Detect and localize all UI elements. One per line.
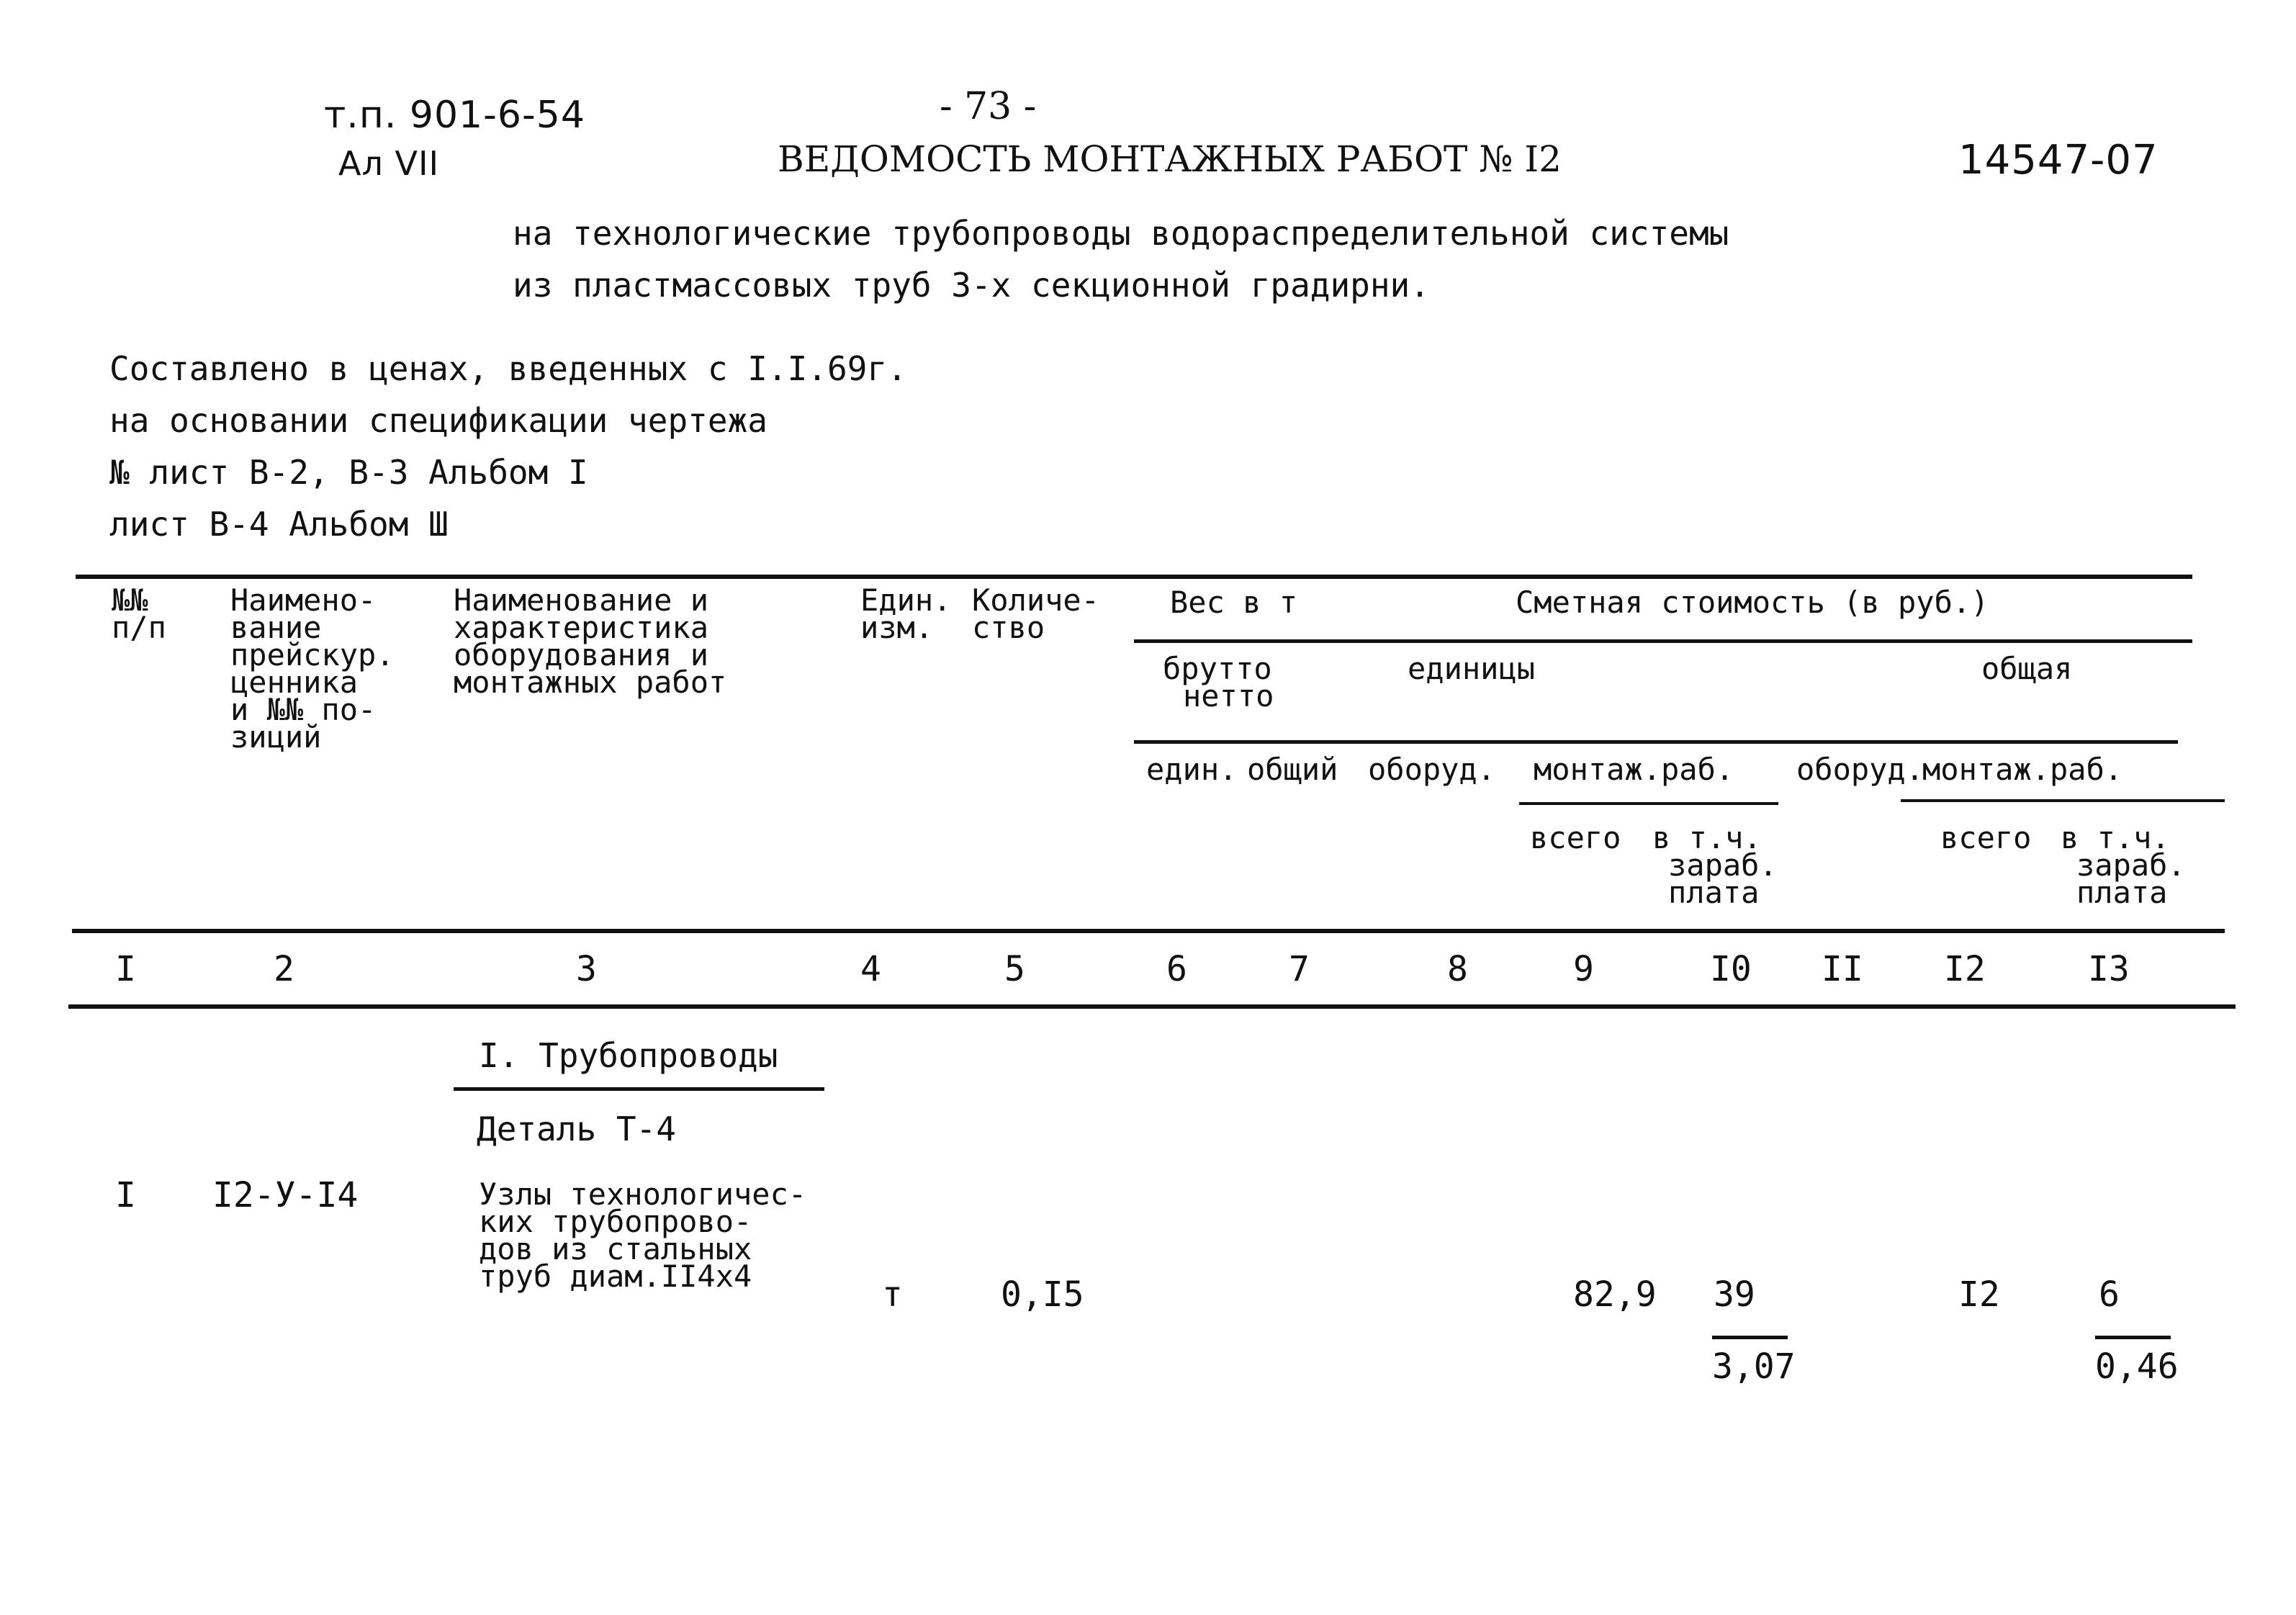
project-code: т.п. 901-6-54 bbox=[324, 94, 585, 137]
row-number: I bbox=[115, 1175, 136, 1215]
row-install-unit-wage-sub: 3,07 bbox=[1712, 1346, 1796, 1387]
header-install-unit: монтаж.раб. bbox=[1534, 752, 1734, 787]
row-install-unit-wage: 39 bbox=[1714, 1274, 1755, 1315]
column-number-11: II bbox=[1822, 949, 1863, 989]
header-col5: Количе- ство bbox=[972, 582, 1100, 645]
page-number: - 73 - bbox=[940, 85, 1037, 128]
header-weight-unit: един. bbox=[1146, 752, 1238, 787]
subtitle-line-1: на технологические трубопроводы водораспределительной системы bbox=[513, 214, 1729, 253]
column-number-13: I3 bbox=[2088, 949, 2130, 989]
column-number-2: 2 bbox=[274, 949, 294, 989]
header-col2: Наимено- вание прейскур. ценника и №№ по- зиций bbox=[230, 582, 395, 755]
row-price-code: I2-У-I4 bbox=[212, 1175, 359, 1215]
column-numbers-rule bbox=[68, 1004, 2236, 1009]
column-number-6: 6 bbox=[1166, 949, 1187, 989]
header-wage-total: в т.ч. зараб. плата bbox=[2061, 820, 2186, 910]
column-number-5: 5 bbox=[1004, 949, 1025, 989]
header-col3: Наименование и характеристика оборудования и монтажных работ bbox=[454, 582, 727, 700]
row-install-unit-wage-rule bbox=[1712, 1336, 1788, 1339]
row-install-total-all: I2 bbox=[1958, 1274, 2000, 1315]
header-install-total: монтаж.раб. bbox=[1922, 752, 2123, 787]
header-weight-total: общий bbox=[1247, 752, 1338, 787]
header-cost-group: Сметная стоимость (в руб.) bbox=[1516, 585, 1989, 620]
section-underline bbox=[454, 1087, 824, 1091]
header-all-unit: всего bbox=[1530, 820, 1621, 855]
header-equip-unit: оборуд. bbox=[1368, 752, 1496, 787]
header-cost-total: общая bbox=[1981, 651, 2073, 686]
header-col1: №№ п/п bbox=[112, 582, 166, 645]
column-number-8: 8 bbox=[1447, 949, 1468, 989]
column-number-4: 4 bbox=[860, 949, 881, 989]
table-top-rule bbox=[76, 575, 2192, 579]
document-title: ВЕДОМОСТЬ МОНТАЖНЫХ РАБОТ № I2 bbox=[778, 138, 1562, 180]
column-number-12: I2 bbox=[1944, 949, 1986, 989]
column-number-1: I bbox=[115, 949, 136, 989]
row-unit: т bbox=[882, 1274, 903, 1315]
header-weight-group: Вес в т bbox=[1170, 585, 1298, 620]
header-col4: Един. изм. bbox=[860, 582, 952, 645]
header-cost-unit: единицы bbox=[1408, 651, 1536, 686]
column-number-10: I0 bbox=[1710, 949, 1752, 989]
header-weight-sub: брутто нетто bbox=[1163, 651, 1274, 714]
row-install-unit-total: 82,9 bbox=[1573, 1274, 1657, 1315]
column-number-7: 7 bbox=[1289, 949, 1310, 989]
album-number: Ал VII bbox=[338, 144, 440, 183]
row-install-total-wage-rule bbox=[2095, 1336, 2171, 1339]
document-id: 14547-07 bbox=[1958, 137, 2158, 184]
row-install-total-wage: 6 bbox=[2099, 1274, 2120, 1315]
header-wage-unit: в т.ч. зараб. плата bbox=[1652, 820, 1778, 910]
subtitle-line-2: из пластмассовых труб 3-х секционной градирни. bbox=[513, 266, 1430, 305]
basis-line-1: Составлено в ценах, введенных с I.I.69г. bbox=[109, 349, 907, 388]
row-description: Узлы технологичес- ких трубопрово- дов из стальных труб диам.II4x4 bbox=[479, 1177, 807, 1294]
column-number-3: 3 bbox=[576, 949, 597, 989]
cost-group-rule bbox=[1134, 639, 2192, 643]
row-install-total-wage-sub: 0,46 bbox=[2095, 1346, 2179, 1387]
basis-line-2: на основании спецификации чертежа bbox=[109, 401, 767, 440]
header-bottom-rule bbox=[72, 929, 2225, 933]
header-equip-total: оборуд. bbox=[1796, 752, 1924, 787]
basis-line-3: № лист В-2, В-3 Альбом I bbox=[109, 453, 588, 492]
install-unit-rule bbox=[1519, 802, 1778, 805]
detail-title: Деталь Т-4 bbox=[477, 1110, 676, 1148]
basis-line-4: лист В-4 Альбом Ш bbox=[109, 505, 449, 544]
section-title: I. Трубопроводы bbox=[479, 1036, 778, 1075]
row-quantity: 0,I5 bbox=[1001, 1274, 1084, 1315]
install-total-rule bbox=[1901, 799, 2225, 802]
column-number-9: 9 bbox=[1573, 949, 1594, 989]
header-all-total: всего bbox=[1940, 820, 2032, 855]
cost-sub-rule bbox=[1134, 740, 2178, 744]
